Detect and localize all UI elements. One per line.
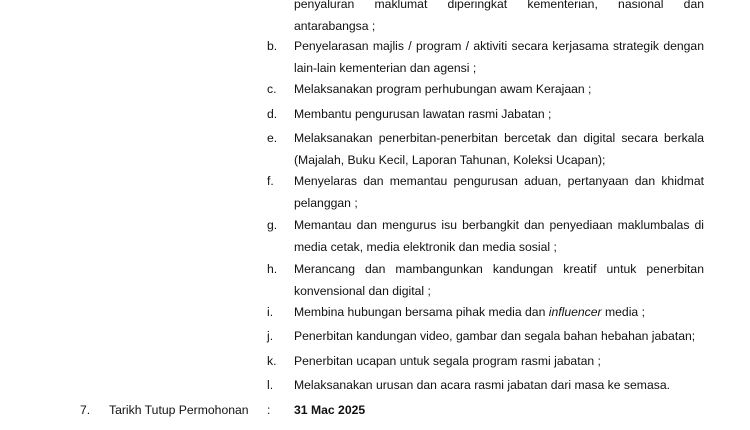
item-text-italic: influencer — [548, 305, 602, 319]
item-line: Penerbitan kandungan video, gambar dan segala bahan hebahan jabatan; — [294, 329, 696, 343]
item-letter: h. — [267, 262, 278, 276]
item-line: media cetak, media elektronik dan media sosial ; — [294, 240, 557, 254]
item-letter: j. — [267, 329, 274, 343]
item-letter: f. — [267, 174, 274, 188]
item-line: Penyelarasan majlis / program / aktiviti secara kerjasama strategik dengan — [294, 39, 704, 53]
closing-date-row — [0, 399, 750, 421]
item-line: Melaksanakan urusan dan acara rasmi jabatan dari masa ke semasa. — [294, 378, 670, 392]
item-line: antarabangsa ; — [294, 19, 376, 33]
item-line: Penerbitan ucapan untuk segala program rasmi jabatan ; — [294, 354, 601, 368]
item-line — [294, 301, 704, 323]
item-line: Membantu pengurusan lawatan rasmi Jabatan ; — [294, 107, 552, 121]
item-line: lain-lain kementerian dan agensi ; — [294, 61, 477, 75]
item-line: Menyelaras dan memantau pengurusan aduan, pertanyaan dan khidmat — [294, 174, 704, 188]
item-letter: g. — [267, 218, 278, 232]
item-text-part: media ; — [601, 305, 645, 319]
item-text — [294, 214, 704, 258]
item-text — [294, 258, 704, 302]
item-line: penyaluran maklumat diperingkat kementerian, nasional dan — [294, 0, 704, 11]
item-text — [294, 78, 704, 100]
item-text-part: Membina hubungan bersama pihak media dan — [294, 305, 549, 319]
item-letter: e. — [267, 131, 278, 145]
item-text — [294, 170, 704, 214]
item-letter: k. — [267, 354, 277, 368]
item-text — [294, 301, 704, 323]
item-line: Melaksanakan penerbitan-penerbitan bercetak dan digital secara berkala — [294, 131, 704, 145]
item-letter: b. — [267, 39, 278, 53]
item-line: Melaksanakan program perhubungan awam Kerajaan ; — [294, 82, 592, 96]
item-text — [294, 350, 704, 372]
item-line: Merancang dan mambangunkan kandungan kreatif untuk penerbitan — [294, 262, 704, 276]
item-line: (Majalah, Buku Kecil, Laporan Tahunan, Koleksi Ucapan); — [294, 153, 606, 167]
closing-date-value: 31 Mac 2025 — [294, 403, 366, 417]
item-line: konvensional dan digital ; — [294, 284, 431, 298]
item-text — [294, 374, 704, 396]
item-letter: d. — [267, 107, 278, 121]
item-text — [294, 103, 704, 125]
item-line: Memantau dan mengurus isu berbangkit dan penyediaan maklumbalas di — [294, 218, 704, 232]
closing-date-label: Tarikh Tutup Permohonan — [109, 403, 249, 417]
item-letter: l. — [267, 378, 274, 392]
item-text — [294, 325, 704, 347]
item-text — [294, 127, 704, 171]
section-number: 7. — [80, 403, 91, 417]
item-text — [294, 0, 704, 37]
separator-colon: : — [267, 403, 271, 417]
item-text — [294, 35, 704, 79]
item-letter: c. — [267, 82, 277, 96]
item-line: pelanggan ; — [294, 196, 358, 210]
item-letter: i. — [267, 305, 274, 319]
